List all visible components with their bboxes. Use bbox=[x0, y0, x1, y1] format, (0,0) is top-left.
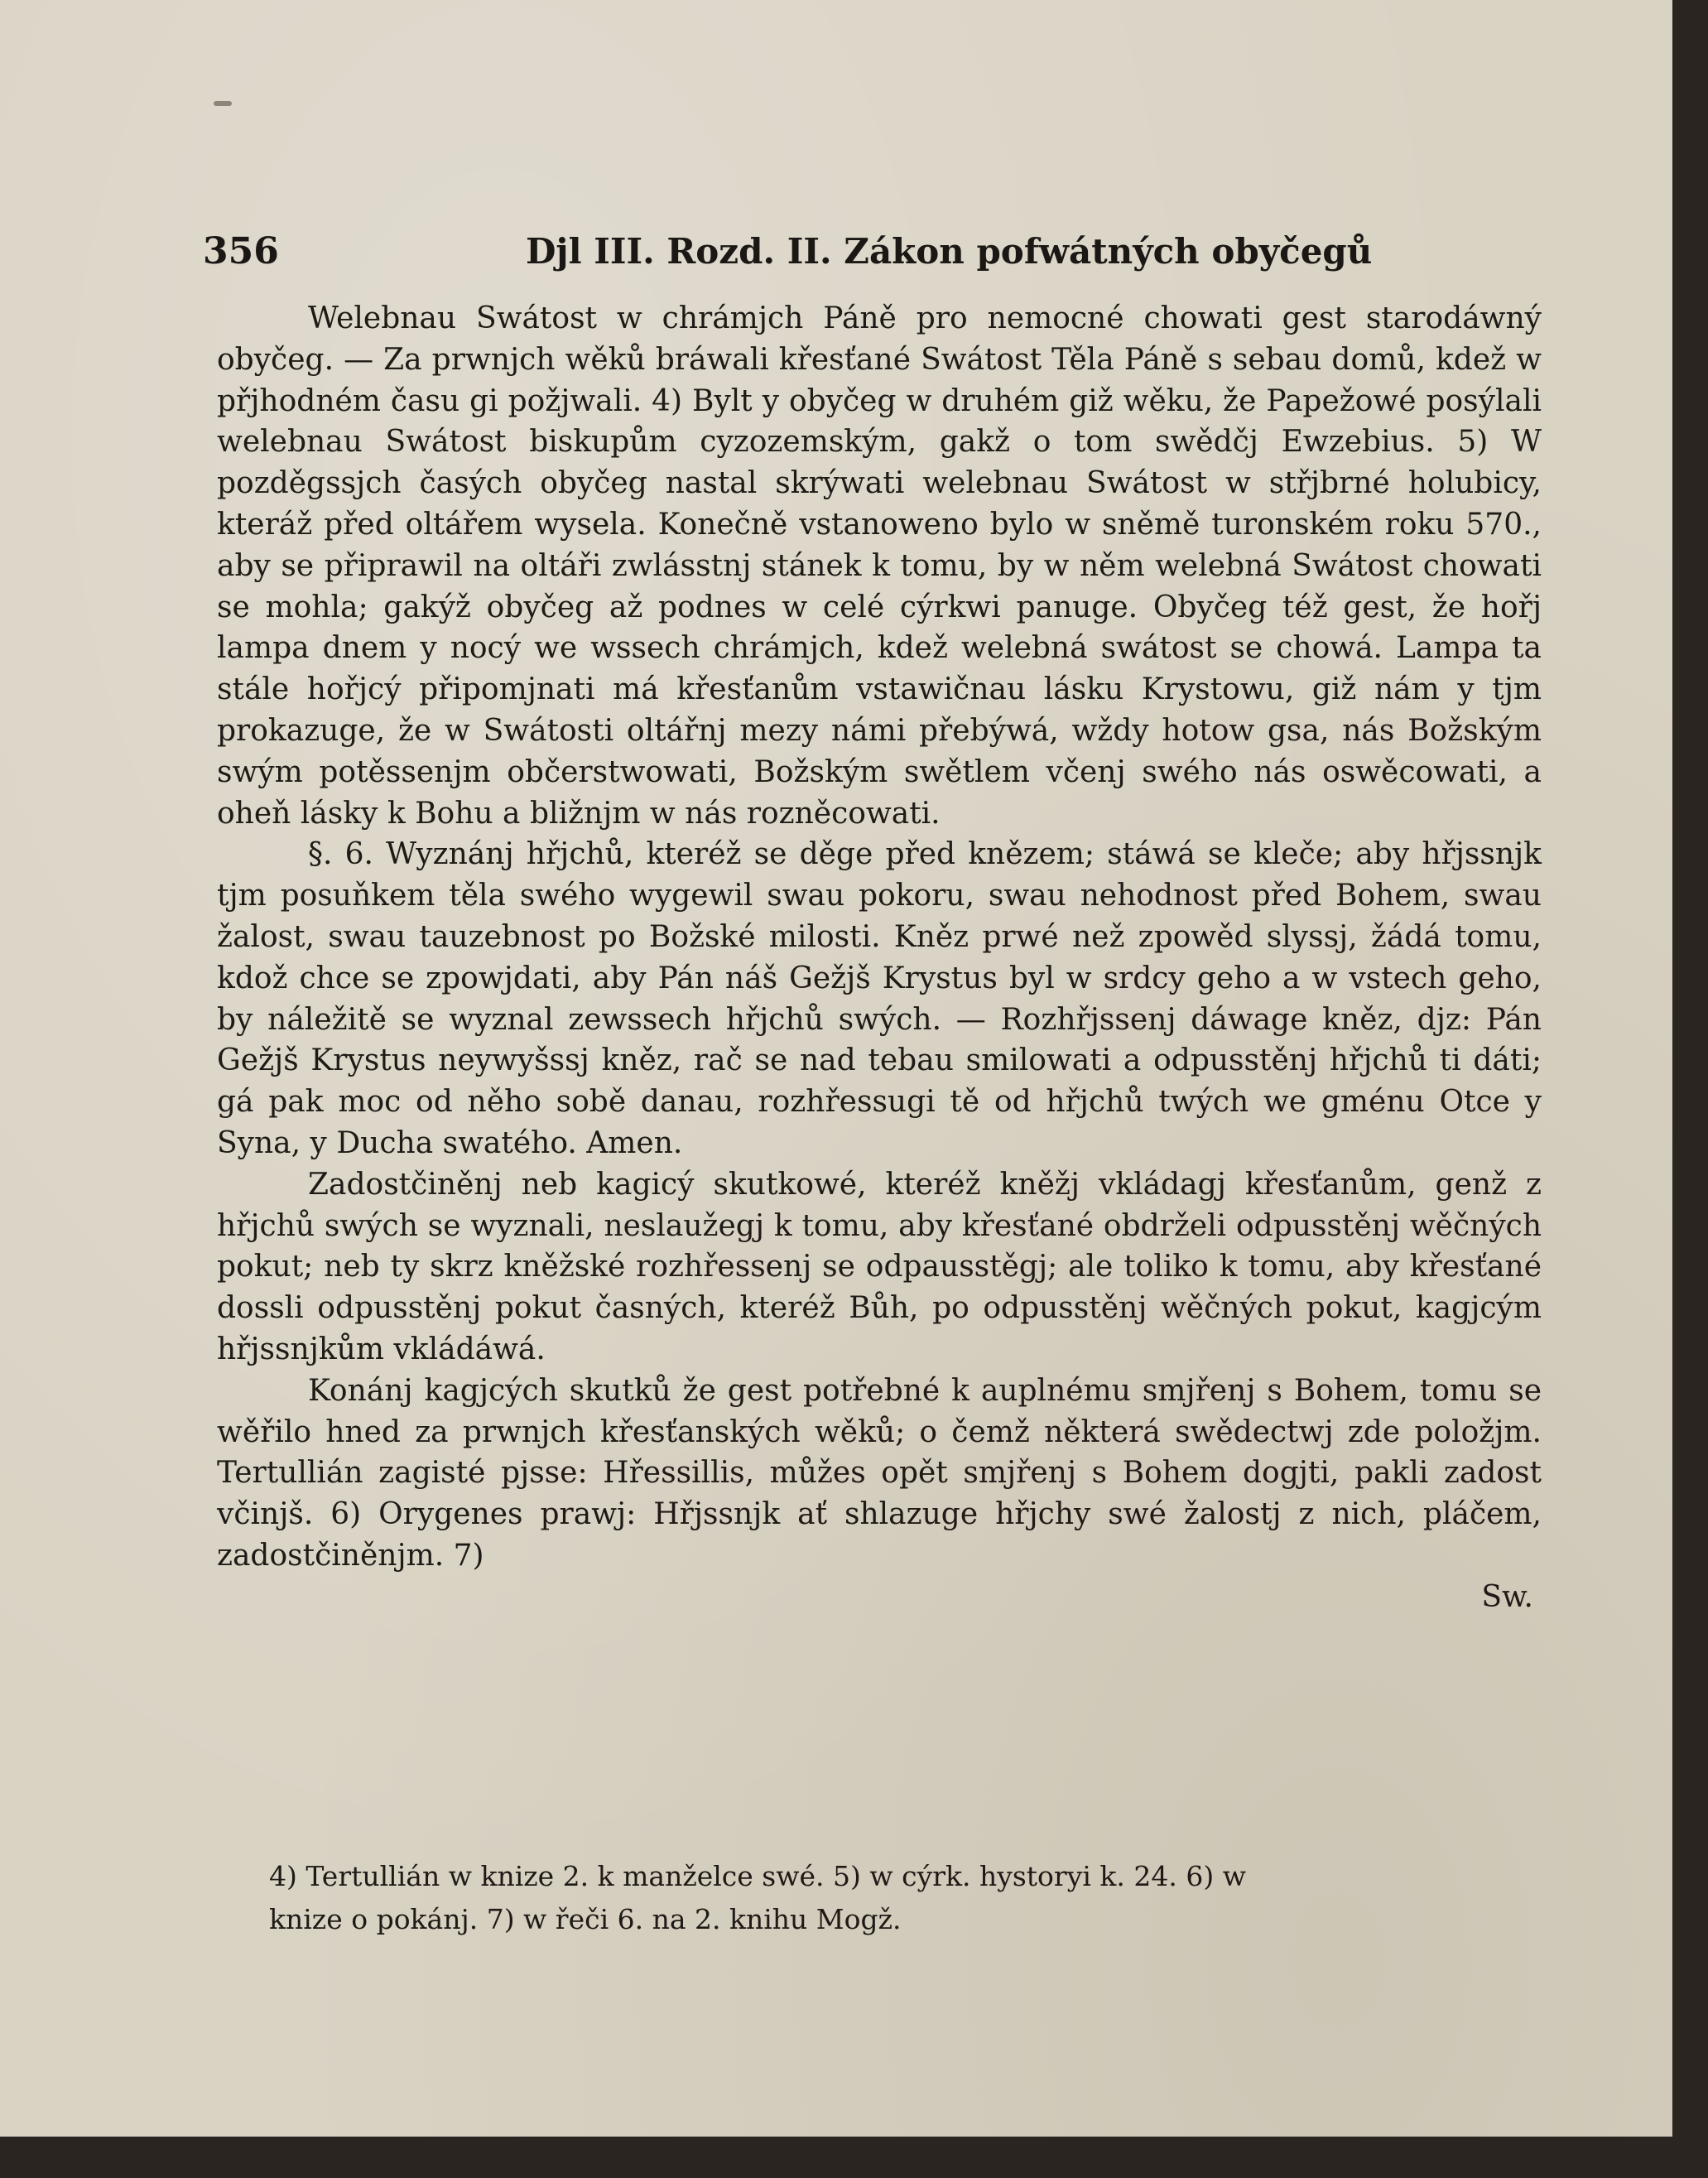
footnotes bbox=[269, 1855, 1544, 1941]
page-header bbox=[203, 230, 1561, 280]
page-number: 356 bbox=[203, 230, 279, 272]
paragraph: §. 6. Wyznánj hřjchů, kteréž se děge před knězem; stáwá se kleče; aby hřjssnjk tjm posuňkem těla swého wygewil swau pokoru, swau nehodnost před Bohem, swau žalost, swau tauzebnost po Božské milosti. Kněz prwé než zpowěd slyssj, žádá tomu, kdož chce se zpowjdati, aby Pán náš Gežjš Krystus byl w srdcy geho a w vstech geho, by náležitě se wyznal zewssech hřjchů swých. — Rozhřjssenj dáwage kněz, djz: Pán Gežjš Krystus neywyšssj kněz, rač se nad tebau smilowati a odpusstěnj hřjchů ti dáti; gá pak moc od něho sobě danau, rozhřessugi tě od hřjchů twých we gménu Otce y Syna, y Ducha swatého. Amen. bbox=[217, 837, 1542, 1160]
running-head: Djl III. Rozd. II. Zákon pofwátných obyčegů bbox=[526, 231, 1373, 272]
paragraph: Welebnau Swátost w chrámjch Páně pro nemocné chowati gest starodáwný obyčeg. — Za prwnjch wěků bráwali křesťané Swátost Těla Páně s sebau domů, kdež w přjhodném času gi požjwali. 4) Bylt y obyčeg w druhém giž wěku, že Papežowé posýlali welebnau Swátost biskupům cyzozemským, gakž o tom swědčj Ewzebius. 5) W pozděgssjch časých obyčeg nastal skrýwati welebnau Swátost w střjbrné holubicy, kteráž před oltářem wysela. Konečně vstanoweno bylo w sněmě turonském roku 570., aby se připrawil na oltáři zwlásstnj stánek k tomu, by w něm welebná Swátost chowati se mohla; gakýž obyčeg až podnes w celé cýrkwi panuge. Obyčeg též gest, že hořj lampa dnem y nocý we wssech chrámjch, kdež welebná swátost se chowá. Lampa ta stále hořjcý připomjnati má křesťanům vstawičnau lásku Krystowu, giž nám y tjm prokazuge, že w Swátosti oltářnj mezy námi přebýwá, wždy hotow gsa, nás Božským swým potěssenjm občerstwowati, Božským swětlem včenj swého nás oswěcowati, a oheň lásky k Bohu a bližnjm w nás rozněcowati. bbox=[217, 301, 1542, 831]
footnote-line: knize o pokánj. 7) w řeči 6. na 2. knihu Mogž. bbox=[269, 1903, 902, 1935]
catchword: Sw. bbox=[1481, 1579, 1533, 1614]
ink-fleck bbox=[214, 101, 232, 106]
scan-edge-bottom bbox=[0, 2137, 1708, 2178]
paragraph: Konánj kagjcých skutků že gest potřebné k auplnému smjřenj s Bohem, tomu se wěřilo hned za prwnjch křesťanských wěků; o čemž některá swědectwj zde položjm. Tertullián zagisté pjsse: Hřessillis, můžes opět smjřenj s Bohem dogjti, pakli zadost včinjš. 6) Orygenes prawj: Hřjssnjk ať shlazuge hřjchy swé žalostj z nich, pláčem, zadostčiněnjm. 7) bbox=[217, 1373, 1542, 1573]
body-text bbox=[217, 298, 1542, 1618]
scan-edge-right bbox=[1672, 0, 1708, 2178]
footnote-line: 4) Tertullián w knize 2. k manželce swé. 5) w cýrk. hystoryi k. 24. 6) w bbox=[269, 1860, 1246, 1892]
paragraph: Zadostčiněnj neb kagicý skutkowé, kteréž kněžj vkládagj křesťanům, genž z hřjchů swých se wyznali, neslaužegj k tomu, aby křesťané obdrželi odpusstěnj wěčných pokut; neb ty skrz kněžské rozhřessenj se odpausstěgj; ale toliko k tomu, aby křesťané dossli odpusstěnj pokut časných, kteréž Bůh, po odpusstěnj wěčných pokut, kagjcým hřjssnjkům vkládáwá. bbox=[217, 1167, 1542, 1366]
